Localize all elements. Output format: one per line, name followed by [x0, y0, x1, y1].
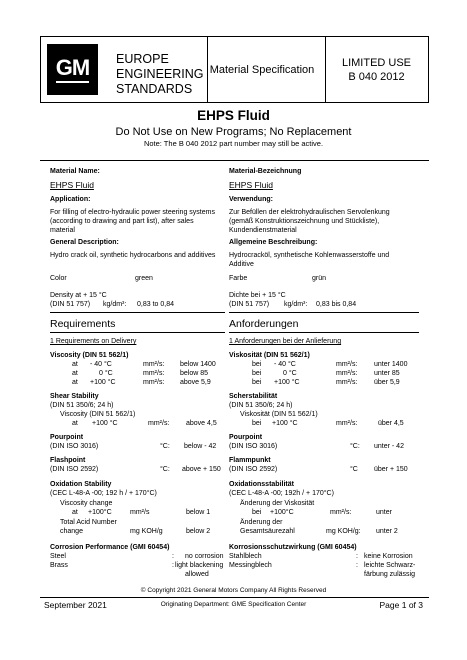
color-label: Color [50, 275, 67, 282]
shear-value: über 4,5 [378, 420, 404, 427]
viscosity-unit: mm²/s: [336, 370, 358, 377]
footer-page-number: Page 1 of 3 [379, 600, 423, 610]
pourpoint-unit-de: °C: [350, 443, 360, 450]
viscosity-temp: 0 °C [283, 370, 297, 377]
shear-temp: +100 °C [92, 420, 118, 427]
general-description-text: Hydro crack oil, synthetic hydrocarbons and additives [50, 252, 216, 259]
viscosity-temp: - 40 °C [274, 361, 296, 368]
oxidation-standard: (CEC L-48-A -00; 192 h / + 170°C) [50, 490, 157, 497]
viscosity-label: Viscosity (DIN 51 562/1) [50, 352, 129, 359]
viscosity-value: above 5,9 [180, 379, 211, 386]
viscosity-temp: - 40 °C [90, 361, 112, 368]
oxidation-at: at [72, 509, 78, 516]
shear-temp: +100 °C [272, 420, 298, 427]
corrosion-value: no corrosion [185, 553, 224, 560]
section-divider [50, 332, 225, 333]
shear-viscosity-label-de: Viskosität (DIN 51 562/1) [240, 411, 318, 418]
material-name-de: EHPS Fluid [229, 180, 273, 190]
material-name: EHPS Fluid [50, 180, 94, 190]
density-standard: (DIN 51 757) [50, 301, 91, 308]
flashpoint-unit: °C: [160, 466, 170, 473]
text-line: material [50, 227, 75, 234]
pourpoint-value-de: unter - 42 [374, 443, 404, 450]
color-value: green [135, 275, 153, 282]
oxidation-value: unter [376, 509, 392, 516]
viscosity-at: bei [252, 370, 262, 377]
tan-label: change [60, 528, 83, 535]
density-value-de: 0,83 bis 0,84 [316, 301, 357, 308]
viscosity-temp: +100 °C [90, 379, 116, 386]
oxidation-unit: mm²/s [130, 509, 150, 516]
viscosity-change-label-de: Änderung der Viskosität [240, 500, 315, 507]
viscosity-at: at [72, 361, 78, 368]
oxidation-at: bei [252, 509, 262, 516]
density-value: 0,83 to 0,84 [137, 301, 174, 308]
ees-line: EUROPE [116, 52, 169, 66]
logo-text: GM [56, 56, 89, 83]
viscosity-at: at [72, 379, 78, 386]
viscosity-value: below 1400 [180, 361, 216, 368]
shear-unit: mm²/s: [336, 420, 358, 427]
viscosity-unit: mm²/s: [143, 379, 165, 386]
document-subtitle: Do Not Use on New Programs; No Replacement [115, 126, 352, 138]
material-name-label-de: Material-Bezeichnung [229, 168, 302, 175]
corrosion-colon: : [172, 562, 174, 569]
ees-line: STANDARDS [116, 82, 193, 96]
corrosion-material: Brass [50, 562, 68, 569]
pourpoint-label: Pourpoint [50, 434, 84, 441]
flashpoint-value: above + 150 [182, 466, 221, 473]
corrosion-value: light blackening [175, 562, 224, 569]
density-label: Density at + 15 °C [50, 292, 107, 299]
color-value-de: grün [312, 275, 327, 282]
text-line: Hydrocracköl, synthetische Kohlenwasserstoffe und [229, 252, 390, 259]
flashpoint-label: Flashpoint [50, 457, 86, 464]
pourpoint-value: below - 42 [184, 443, 217, 450]
footer-divider [40, 597, 429, 598]
application-label: Application: [50, 196, 91, 203]
section-divider [50, 312, 225, 313]
footer-date: September 2021 [44, 600, 107, 610]
pourpoint-label-de: Pourpoint [229, 434, 263, 441]
document-title: EHPS Fluid [197, 108, 270, 123]
viscosity-at: bei [252, 361, 262, 368]
text-line: (according to drawing and part list), after sales [50, 218, 194, 225]
viscosity-unit: mm²/s: [336, 361, 358, 368]
spec-number: B 040 2012 [348, 71, 405, 83]
viscosity-value: below 85 [180, 370, 209, 377]
corrosion-value: leichte Schwarz- [364, 562, 416, 569]
viscosity-temp: 0 °C [99, 370, 113, 377]
shear-unit: mm²/s: [148, 420, 170, 427]
density-unit-de: kg/dm³: [284, 301, 308, 308]
limited-use-block [324, 56, 429, 84]
corrosion-colon: : [356, 553, 358, 560]
requirements-heading: Requirements [50, 318, 116, 330]
shear-at: at [72, 420, 78, 427]
oxidation-stability-label-de: Oxidationsstabilität [229, 481, 294, 488]
viscosity-unit: mm²/s: [143, 361, 165, 368]
shear-stability-standard-de: (DIN 51 350/6; 24 h) [229, 402, 293, 409]
oxidation-standard-de: (CEC L-48-A -00; 192h / + 170°C) [229, 490, 334, 497]
section-divider [229, 312, 419, 313]
flashpoint-unit-de: °C [350, 466, 358, 473]
tan-value: unter 2 [376, 528, 398, 535]
viscosity-at: bei [252, 379, 262, 386]
viscosity-temp: +100 °C [274, 379, 300, 386]
viscosity-value: unter 85 [374, 370, 400, 377]
general-description-text-de [229, 251, 389, 269]
color-label-de: Farbe [229, 275, 248, 282]
flashpoint-label-de: Flammpunkt [229, 457, 271, 464]
oxidation-temp: +100°C [88, 509, 112, 516]
pourpoint-standard: (DIN ISO 3016) [50, 443, 99, 450]
shear-viscosity-label: Viscosity (DIN 51 562/1) [60, 411, 136, 418]
material-specification-label: Material Specification [209, 64, 315, 76]
requirements-delivery-heading: 1 Requirements on Delivery [50, 338, 137, 345]
shear-value: above 4,5 [186, 420, 217, 427]
corrosion-label-de: Korrosionsschutzwirkung (GMI 60454) [229, 544, 357, 551]
corrosion-value: färbung zulässig [364, 571, 415, 578]
tan-label: Total Acid Number [60, 519, 117, 526]
text-line: Zur Befüllen der elektrohydraulischen Servolenkung [229, 209, 390, 216]
application-text-de [229, 208, 390, 235]
viscosity-unit: mm²/s: [143, 370, 165, 377]
corrosion-label: Corrosion Performance (GMI 60454) [50, 544, 170, 551]
flashpoint-standard: (DIN ISO 2592) [50, 466, 99, 473]
density-label-de: Dichte bei + 15 °C [229, 292, 286, 299]
application-label-de: Verwendung: [229, 196, 273, 203]
title-divider [40, 160, 429, 161]
tan-label: Gesamtsäurezahl [240, 528, 295, 535]
footer-department: Originating Department: GME Specification Center [160, 601, 307, 608]
density-unit: kg/dm³: [103, 301, 127, 308]
oxidation-value: below 1 [186, 509, 211, 516]
flashpoint-value-de: über + 150 [374, 466, 408, 473]
density-standard-de: (DIN 51 757) [229, 301, 270, 308]
viscosity-at: at [72, 370, 78, 377]
limited-use-label: LIMITED USE [341, 57, 412, 69]
gm-logo [47, 44, 98, 95]
viscosity-change-label: Viscosity change [60, 500, 113, 507]
shear-stability-standard: (DIN 51 350/6; 24 h) [50, 402, 114, 409]
corrosion-material: Stahlblech [229, 553, 262, 560]
viscosity-value: über 5,9 [374, 379, 400, 386]
viscosity-unit: mm²/s: [336, 379, 358, 386]
text-line: Kundendienstmaterial [229, 227, 297, 234]
tan-unit: mg KOH/g [130, 528, 163, 535]
tan-label: Änderung der [240, 519, 283, 526]
oxidation-temp: +100°C [270, 509, 294, 516]
oxidation-unit: mm²/s: [330, 509, 352, 516]
corrosion-material: Steel [50, 553, 66, 560]
oxidation-stability-label: Oxidation Stability [50, 481, 112, 488]
text-line: (gemäß Konstruktionszeichnung und Stückliste), [229, 218, 380, 225]
pourpoint-unit: °C: [160, 443, 170, 450]
shear-stability-label: Shear Stability [50, 393, 99, 400]
shear-at: bei [252, 420, 262, 427]
viscosity-label-de: Viskosität (DIN 51 562/1) [229, 352, 310, 359]
corrosion-colon: : [356, 562, 358, 569]
corrosion-value: allowed [185, 571, 209, 578]
requirements-delivery-heading-de: 1 Anforderungen bei der Anlieferung [229, 338, 342, 345]
copyright-notice: © Copyright 2021 General Motors Company All Rights Reserved [140, 587, 327, 594]
general-description-label: General Description: [50, 239, 119, 246]
tan-unit: mg KOH/g: [326, 528, 361, 535]
corrosion-value: keine Korrosion [364, 553, 413, 560]
general-description-label-de: Allgemeine Beschreibung: [229, 239, 318, 246]
viscosity-value: unter 1400 [374, 361, 408, 368]
shear-stability-label-de: Scherstabilität [229, 393, 278, 400]
material-name-label: Material Name: [50, 168, 100, 175]
corrosion-colon: : [172, 553, 174, 560]
corrosion-material: Messingblech [229, 562, 272, 569]
ees-label [116, 52, 206, 97]
ees-line: ENGINEERING [116, 67, 204, 81]
text-line: Additive [229, 261, 254, 268]
section-divider [229, 332, 419, 333]
pourpoint-standard-de: (DIN ISO 3016) [229, 443, 278, 450]
flashpoint-standard-de: (DIN ISO 2592) [229, 466, 278, 473]
document-note: Note: The B 040 2012 part number may still be active. [143, 139, 324, 148]
application-text [50, 208, 215, 235]
requirements-heading-de: Anforderungen [229, 318, 299, 330]
text-line: For filling of electro-hydraulic power steering systems [50, 209, 215, 216]
tan-value: below 2 [186, 528, 211, 535]
